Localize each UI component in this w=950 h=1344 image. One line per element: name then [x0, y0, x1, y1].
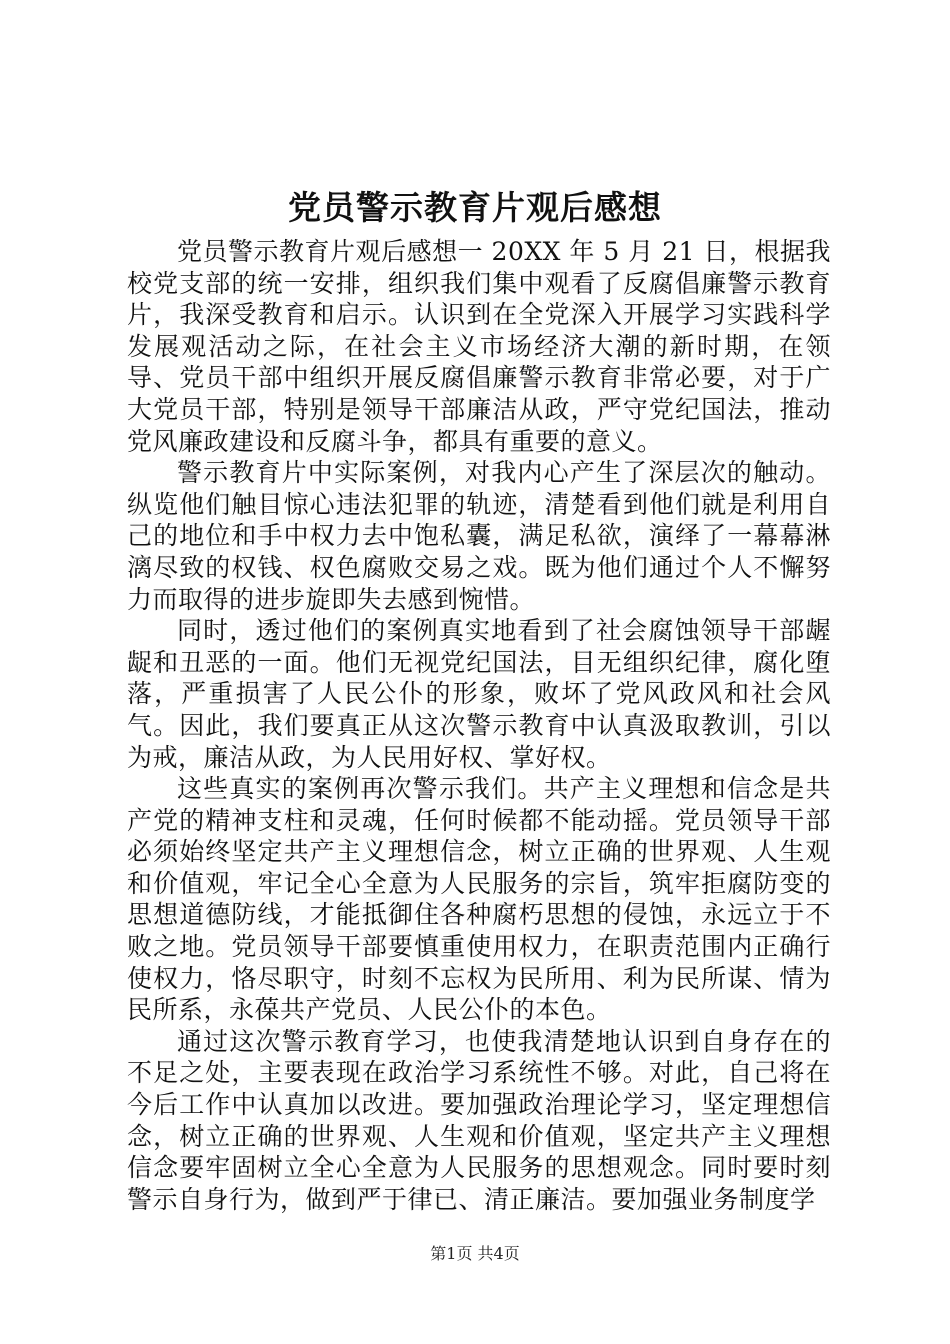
document-body [127, 236, 831, 1215]
paragraph-1: 党员警示教育片观后感想一 20XX 年 5 月 21 日，根据我校党支部的统一安排，组织我们集中观看了反腐倡廉警示教育片，我深受教育和启示。认识到在全党深入开展学习实践科学发展观活动之际，在社会主义市场经济大潮的新时期，在领导、党员干部中组织开展反腐倡廉警示教育非常必要，对于广大党员干部，特别是领导干部廉洁从政，严守党纪国法，推动党风廉政建设和反腐斗争，都具有重要的意义。 [127, 237, 831, 456]
page-number-footer: 第1页 共4页 [430, 1244, 520, 1263]
paragraph-3: 同时，透过他们的案例真实地看到了社会腐蚀领导干部龌龊和丑恶的一面。他们无视党纪国法，目无组织纪律，腐化堕落，严重损害了人民公仆的形象，败坏了党风政风和社会风气。因此，我们要真正从这次警示教育中认真汲取教训，引以为戒，廉洁从政，为人民用好权、掌好权。 [127, 616, 831, 772]
paragraph-2: 警示教育片中实际案例，对我内心产生了深层次的触动。纵览他们触目惊心违法犯罪的轨迹，清楚看到他们就是利用自己的地位和手中权力去中饱私囊，满足私欲，演绎了一幕幕淋漓尽致的权钱、权色腐败交易之戏。既为他们通过个人不懈努力而取得的进步旋即失去感到惋惜。 [127, 458, 831, 614]
paragraph-4: 这些真实的案例再次警示我们。共产主义理想和信念是共产党的精神支柱和灵魂，任何时候都不能动摇。党员领导干部必须始终坚定共产主义理想信念，树立正确的世界观、人生观和价值观，牢记全心全意为人民服务的宗旨，筑牢拒腐防变的思想道德防线，才能抵御住各种腐朽思想的侵蚀，永远立于不败之地。党员领导干部要慎重使用权力，在职责范围内正确行使权力，恪尽职守，时刻不忘权为民所用、利为民所谋、情为民所系，永葆共产党员、人民公仆的本色。 [127, 774, 831, 1025]
paragraph-5: 通过这次警示教育学习，也使我清楚地认识到自身存在的不足之处，主要表现在政治学习系统性不够。对此，自己将在今后工作中认真加以改进。要加强政治理论学习，坚定理想信念，树立正确的世界观、人生观和价值观，坚定共产主义理想信念要牢固树立全心全意为人民服务的思想观念。同时要时刻警示自身行为，做到严于律已、清正廉洁。要加强业务制度学 [127, 1026, 831, 1214]
document-title: 党员警示教育片观后感想 [288, 188, 662, 227]
